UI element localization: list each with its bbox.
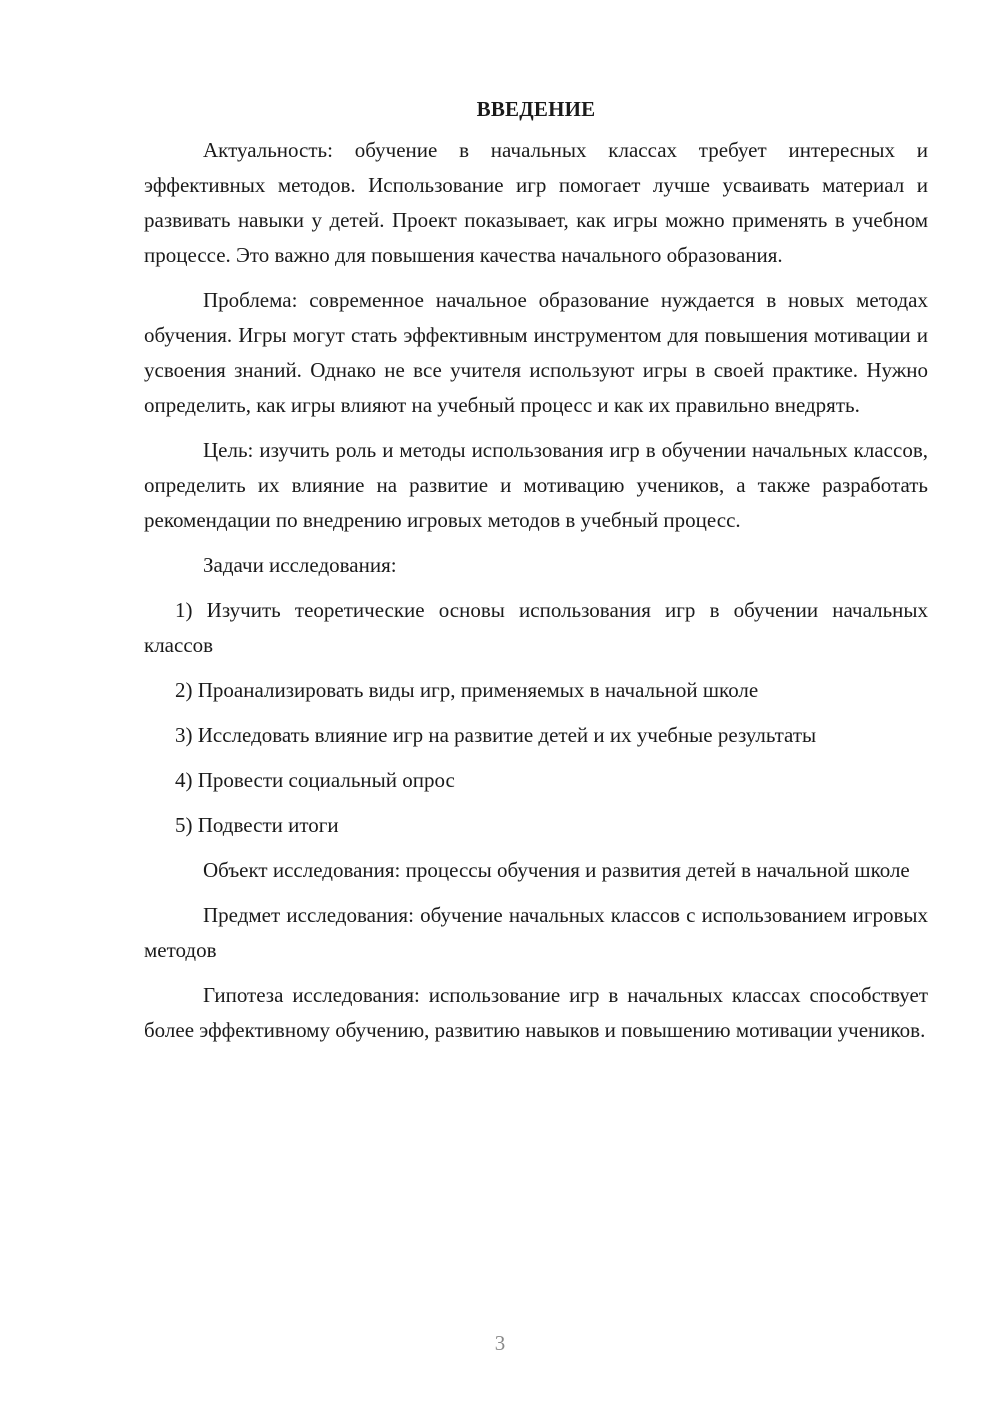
object-paragraph: Объект исследования: процессы обучения и развития детей в начальной школе [203, 858, 910, 882]
tasks-heading: Задачи исследования: [203, 553, 397, 577]
problem-paragraph: Проблема: современное начальное образование нуждается в новых методах обучения. Игры могут стать эффективным инструментом для повышения мотивации и усвоения знаний. Однако не все учителя используют игры в своей практике. Нужно определить, как игры влияют на учебный процесс и как их правильно внедрять. [144, 288, 928, 417]
relevance-paragraph: Актуальность: обучение в начальных классах требует интересных и эффективных методов. Использование игр помогает лучше усваивать материал и развивать навыки у детей. Проект показывает, как игры можно применять в учебном процессе. Это важно для повышения качества начального образования. [144, 138, 928, 267]
subject-paragraph: Предмет исследования: обучение начальных классов с использованием игровых методов [144, 903, 928, 962]
page-number: 3 [494, 1331, 506, 1355]
list-item: 3) Исследовать влияние игр на развитие детей и их учебные результаты [175, 723, 817, 747]
page-title: ВВЕДЕНИЕ [476, 97, 596, 121]
list-item: 4) Провести социальный опрос [175, 768, 455, 792]
hypothesis-paragraph: Гипотеза исследования: использование игр в начальных классах способствует более эффективному обучению, развитию навыков и повышению мотивации учеников. [144, 983, 928, 1042]
list-item: 2) Проанализировать виды игр, применяемых в начальной школе [175, 678, 759, 702]
list-item: 5) Подвести итоги [175, 813, 339, 837]
document-page [144, 92, 928, 1058]
tasks-list [144, 593, 928, 843]
list-item: 1) Изучить теоретические основы использования игр в обучении начальных классов [144, 598, 928, 657]
goal-paragraph: Цель: изучить роль и методы использования игр в обучении начальных классов, определить их влияние на развитие и мотивацию учеников, а также разработать рекомендации по внедрению игровых методов в учебный процесс. [144, 438, 928, 532]
